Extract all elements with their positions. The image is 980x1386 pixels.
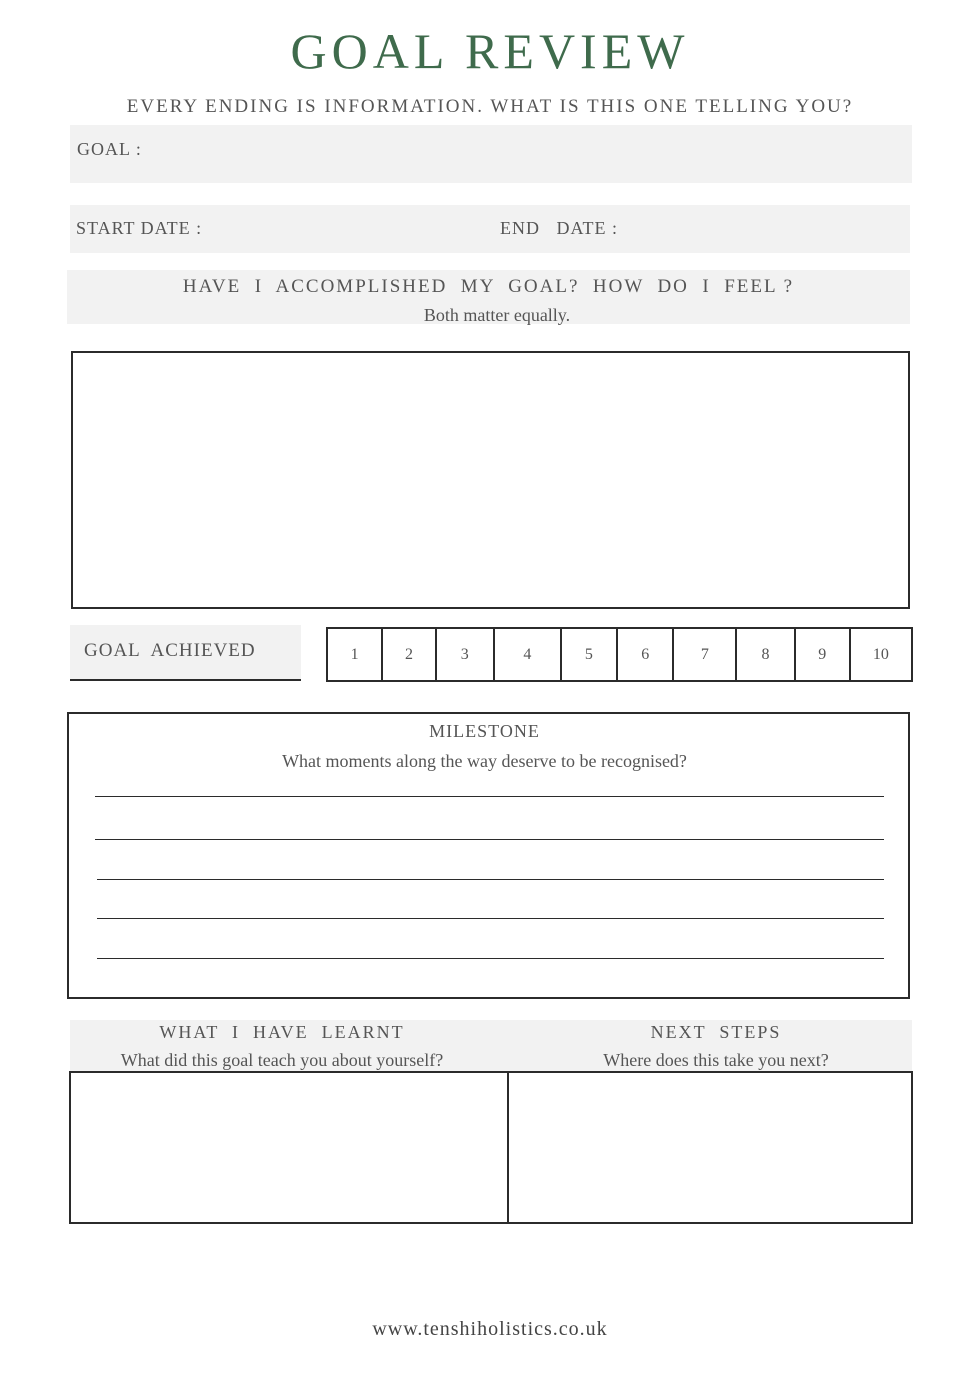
rating-option[interactable]: 4 <box>493 629 560 680</box>
milestone-writing-line[interactable] <box>97 958 884 959</box>
next-steps-prompt: Where does this take you next? <box>603 1050 829 1070</box>
reflection-header <box>67 270 910 324</box>
reflection-note: Both matter equally. <box>423 305 571 325</box>
achievement-rating-scale[interactable] <box>326 627 913 682</box>
milestone-heading: MILESTONE <box>429 721 540 741</box>
milestone-writing-line[interactable] <box>97 918 884 919</box>
rating-option[interactable]: 3 <box>435 629 493 680</box>
end-date-label: END DATE : <box>500 218 618 238</box>
milestone-writing-line[interactable] <box>95 796 884 797</box>
rating-option[interactable]: 1 <box>350 645 359 663</box>
learnt-answer-box[interactable] <box>69 1071 509 1224</box>
next-steps-answer-box[interactable] <box>507 1071 913 1224</box>
rating-option[interactable]: 2 <box>381 629 434 680</box>
milestone-writing-line[interactable] <box>97 879 884 880</box>
rating-option[interactable]: 7 <box>672 629 735 680</box>
start-date-label: START DATE : <box>76 218 203 238</box>
next-steps-heading: NEXT STEPS <box>650 1022 782 1042</box>
milestone-prompt: What moments along the way deserve to be recognised? <box>282 751 687 771</box>
rating-option[interactable]: 6 <box>616 629 672 680</box>
learnt-heading: WHAT I HAVE LEARNT <box>159 1022 405 1042</box>
milestone-box <box>67 712 910 999</box>
reflection-answer-box[interactable] <box>71 351 910 609</box>
goal-achieved-label-box <box>70 625 301 681</box>
rating-option[interactable]: 5 <box>560 629 616 680</box>
rating-option[interactable]: 10 <box>849 629 911 680</box>
bottom-section-header <box>70 1020 912 1072</box>
rating-option[interactable]: 8 <box>735 629 793 680</box>
page-title: GOAL REVIEW <box>290 23 690 79</box>
page-subtitle: EVERY ENDING IS INFORMATION. WHAT IS THIS ONE TELLING YOU? <box>126 96 854 117</box>
milestone-writing-line[interactable] <box>95 839 884 840</box>
dates-field[interactable] <box>70 205 910 253</box>
footer-url: www.tenshiholistics.co.uk <box>372 1318 608 1340</box>
learnt-prompt: What did this goal teach you about yourself? <box>120 1050 444 1070</box>
goal-field[interactable] <box>70 125 912 183</box>
goal-achieved-label: GOAL ACHIEVED <box>84 640 256 661</box>
rating-option[interactable]: 9 <box>794 629 849 680</box>
reflection-question: HAVE I ACCOMPLISHED MY GOAL? HOW DO I FEEL ? <box>182 276 795 297</box>
goal-label: GOAL : <box>77 139 142 159</box>
